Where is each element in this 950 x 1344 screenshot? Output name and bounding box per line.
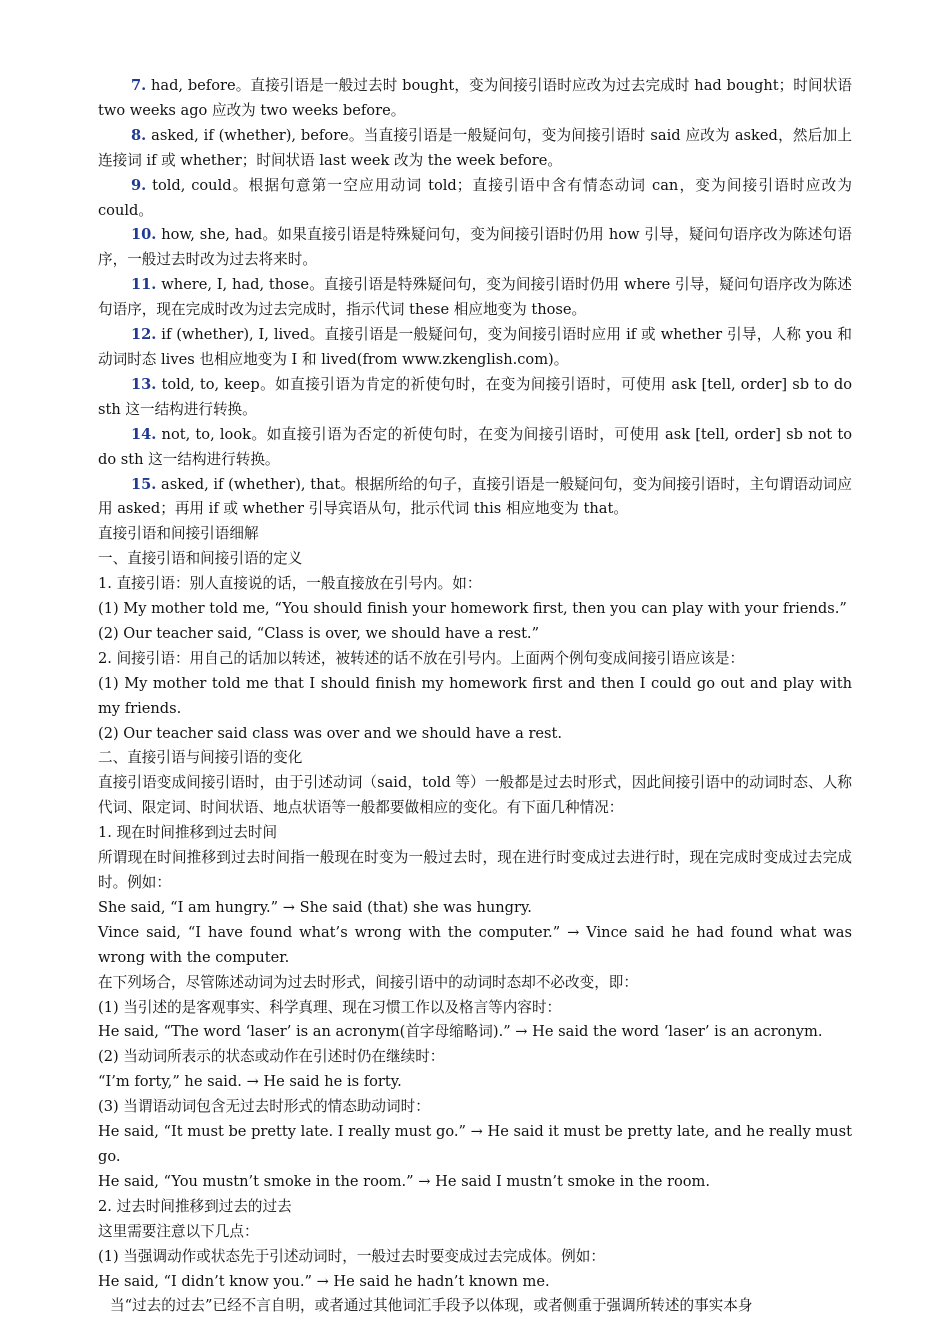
subsection-heading: 1. 现在时间推移到过去时间 [98, 824, 278, 842]
answer-text: how, she, had。如果直接引语是特殊疑问句，变为间接引语时仍用 how 引导，疑问句语序改为陈述句语序，一般过去时改为过去将来时。 [98, 226, 852, 269]
answer-text: asked, if (whether), before。当直接引语是一般疑问句，变为间接引语时 said 应改为 asked，然后加上连接词 if 或 whether；时间状语 last week 改为 the week before。 [98, 126, 852, 169]
answer-text: where, I, had, those。直接引语是特殊疑问句，变为间接引语时仍用 where 引导，疑问句语序改为陈述句语序，现在完成时改为过去完成时，指示代词 these 相应地变为 those。 [98, 276, 852, 319]
section-heading: 直接引语和间接引语细解 [98, 525, 259, 543]
answer-number: 13. [131, 375, 157, 393]
example-line: (1) My mother told me that I should finish my homework first and then I could go out and play with my friends. [98, 674, 852, 717]
answer-number: 9. [131, 176, 147, 194]
rule-line: (1) 当强调动作或状态先于引述动词时，一般过去时要变成过去完成体。例如： [98, 1247, 605, 1265]
answer-9 [98, 174, 867, 224]
answer-number: 10. [131, 226, 157, 244]
body-paragraph: 所谓现在时间推移到过去时间指一般现在时变为一般过去时，现在进行时变成过去进行时，现在完成时变成过去完成时。例如： [98, 849, 852, 891]
definition-line: 1. 直接引语：别人直接说的话，一般直接放在引号内。如： [98, 575, 482, 593]
rule-line: (2) 当动词所表示的状态或动作在引述时仍在继续时： [98, 1048, 445, 1066]
body-paragraph: 当“过去的过去”已经不言自明，或者通过其他词汇手段予以体现，或者侧重于强调所转述的事实本身 [110, 1297, 753, 1315]
example-line: He said, “I didn’t know you.” → He said he hadn’t known me. [98, 1272, 550, 1290]
answer-text: if (whether), I, lived。直接引语是一般疑问句，变为间接引语时应用 if 或 whether 引导，人称 you 和动词时态 lives 也相应地变为 I 和 lived(from www.zkenglish.com)。 [98, 326, 852, 368]
answer-13 [98, 373, 852, 423]
answer-10 [98, 223, 852, 273]
example-line: (1) My mother told me, “You should finish your homework first, then you can play with your friends.” [98, 600, 847, 618]
body-paragraph: 在下列场合，尽管陈述动词为过去时形式，间接引语中的动词时态却不必改变，即： [98, 973, 638, 991]
body-paragraph: 直接引语变成间接引语时，由于引述动词（said，told 等）一般都是过去时形式，因此间接引语中的动词时态、人称代词、限定词、时间状语、地点状语等一般都要做相应的变化。有下面几种情况： [98, 774, 852, 817]
answer-text: had, before。直接引语是一般过去时 bought，变为间接引语时应改为过去完成时 had bought；时间状语 two weeks ago 应改为 two weeks before。 [98, 77, 852, 119]
example-line: (2) Our teacher said, “Class is over, we should have a rest.” [98, 624, 540, 642]
answer-number: 8. [131, 126, 147, 144]
example-line: (2) Our teacher said class was over and we should have a rest. [98, 724, 563, 742]
answer-14 [98, 423, 852, 473]
body-paragraph: 这里需要注意以下几点： [98, 1222, 259, 1240]
example-line: Vince said, “I have found what’s wrong with the computer.” → Vince said he had found what was wrong with the computer. [98, 923, 852, 966]
answer-12 [98, 323, 852, 373]
answer-8 [98, 124, 852, 174]
answer-text: told, to, keep。如直接引语为肯定的祈使句时，在变为间接引语时，可使用 ask [tell, order] sb to do sth 这一结构进行转换。 [98, 375, 852, 418]
answer-number: 15. [131, 475, 157, 493]
document-page [98, 74, 867, 1319]
rule-line: (1) 当引述的是客观事实、科学真理、现在习惯工作以及格言等内容时： [98, 998, 562, 1016]
answer-7 [98, 74, 852, 124]
answer-15 [98, 473, 852, 523]
answer-11 [98, 273, 852, 323]
rule-line: (3) 当谓语动词包含无过去时形式的情态助动词时： [98, 1098, 430, 1116]
example-line: He said, “The word ‘laser’ is an acronym(首字母缩略词).” → He said the word ‘laser’ is an acronym. [98, 1023, 823, 1041]
answer-text: told, could。根据句意第一空应用动词 told；直接引语中含有情态动词 can，变为间接引语时应改为 could。 [98, 176, 867, 219]
example-line: She said, “I am hungry.” → She said (that) she was hungry. [98, 898, 532, 916]
section-heading: 一、直接引语和间接引语的定义 [98, 550, 303, 568]
answer-number: 7. [131, 77, 147, 94]
answer-number: 12. [131, 326, 157, 344]
answer-number: 11. [131, 276, 157, 294]
answer-text: not, to, look。如直接引语为否定的祈使句时，在变为间接引语时，可使用 ask [tell, order] sb not to do sth 这一结构进行转换。 [98, 425, 852, 468]
example-line: He said, “It must be pretty late. I really must go.” → He said it must be pretty late, and he really must go. [98, 1123, 852, 1165]
answer-text: asked, if (whether), that。根据所给的句子，直接引语是一般疑问句，变为间接引语时，主句谓语动词应用 asked；再用 if 或 whether 引导宾语从句，批示代词 this 相应地变为 that。 [98, 475, 852, 518]
definition-line: 2. 间接引语：用自己的话加以转述，被转述的话不放在引号内。上面两个例句变成间接引语应该是： [98, 649, 745, 667]
example-line: “I’m forty,” he said. → He said he is forty. [98, 1073, 402, 1091]
example-line: He said, “You mustn’t smoke in the room.” → He said I mustn’t smoke in the room. [98, 1172, 711, 1190]
subsection-heading: 2. 过去时间推移到过去的过去 [98, 1197, 292, 1215]
section-heading: 二、直接引语与间接引语的变化 [98, 749, 303, 767]
answer-number: 14. [131, 425, 157, 443]
